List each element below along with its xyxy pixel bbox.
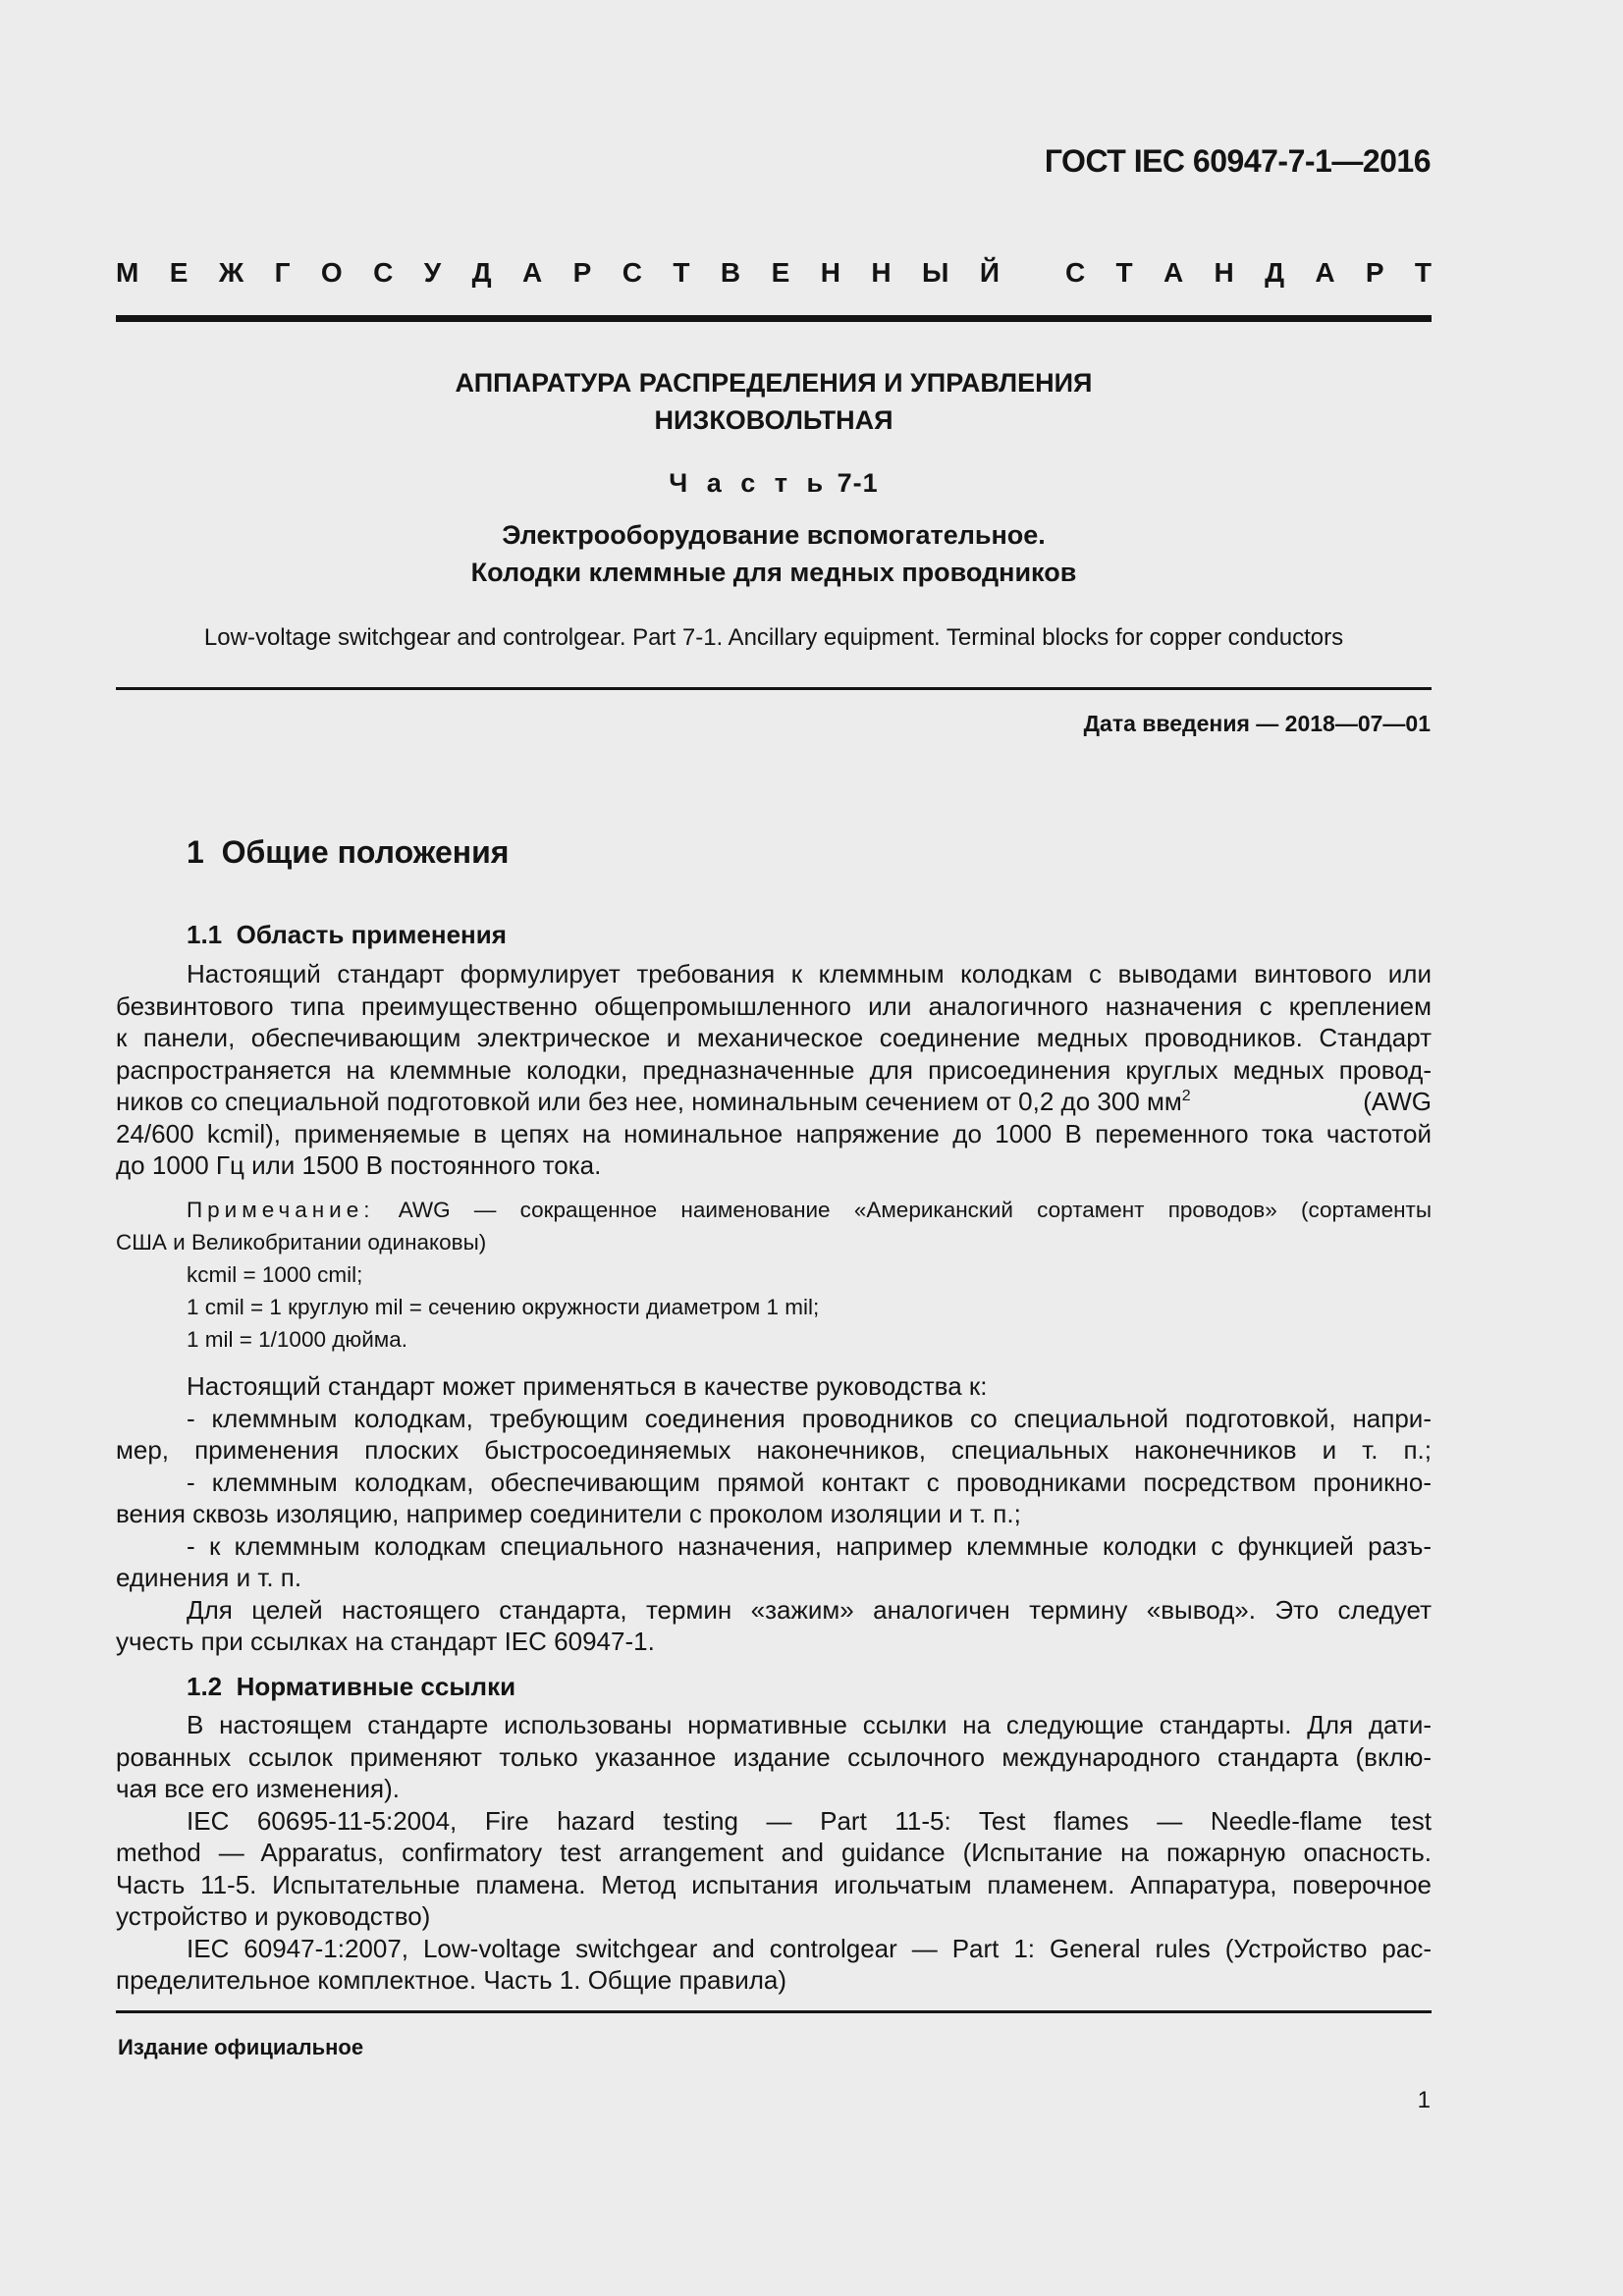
text-fragment: AWG — сокращенное наименование «Американский сортамент проводов» (сортаменты xyxy=(398,1198,1432,1222)
banner-letter: Е xyxy=(771,257,790,288)
banner-letter: Н xyxy=(871,257,892,288)
banner-letter: Й xyxy=(979,257,1000,288)
banner-letter: А xyxy=(1163,257,1184,288)
subtitle-line-1: Электрооборудование вспомогательное. xyxy=(502,520,1046,550)
text-line xyxy=(116,1086,1432,1118)
superscript: 2 xyxy=(1181,1088,1191,1104)
subtitle-line-2: Колодки клеммные для медных проводников xyxy=(470,558,1077,587)
banner-letter: Ы xyxy=(922,257,949,288)
title-rule xyxy=(116,687,1432,690)
banner-letter: У xyxy=(423,257,442,288)
text-line: распространяется на клеммные колодки, предназначенные для присоединения круглых медных провод- xyxy=(116,1054,1432,1085)
reference-line: IEC 60695-11-5:2004, Fire hazard testing — Part 11-5: Test flames — Needle-flame test xyxy=(187,1805,1432,1836)
applicability-paragraph xyxy=(116,1370,1432,1658)
page-number: 1 xyxy=(1417,2087,1431,2113)
banner-letter: Г xyxy=(274,257,291,288)
part-num: 7-1 xyxy=(837,468,879,498)
banner-letter: Е xyxy=(169,257,189,288)
banner-letter: Р xyxy=(572,257,592,288)
official-edition-label: Издание официальное xyxy=(118,2035,364,2059)
part-word: Ч а с т ь xyxy=(669,468,830,498)
text-line: чая все его изменения). xyxy=(116,1774,401,1803)
english-title: Low-voltage switchgear and controlgear. Part 7-1. Ancillary equipment. Terminal blocks for copper conductors xyxy=(203,624,1344,651)
text-line: безвинтового типа преимущественно общепромышленного или аналогичного назначения с креплением xyxy=(116,990,1432,1021)
banner-letter: А xyxy=(521,257,543,288)
banner-letter: Т xyxy=(1115,257,1133,288)
text-line: Для целей настоящего стандарта, термин «зажим» аналогичен термину «вывод». Это следует xyxy=(187,1594,1432,1625)
banner-letter: С xyxy=(373,257,394,288)
list-item-line: - клеммным колодкам, обеспечивающим прямой контакт с проводниками посредством проникно- xyxy=(187,1467,1432,1497)
list-item-line: мер, применения плоских быстросоединяемых наконечников, специальных наконечников и т. п.; xyxy=(116,1435,1432,1465)
text-line: рованных ссылок применяют только указанное издание ссылочного международного стандарта (вклю- xyxy=(116,1741,1432,1772)
subsection-heading-references: 1.2 Нормативные ссылки xyxy=(187,1672,516,1701)
references-paragraph xyxy=(116,1709,1432,1997)
text-line: kcmil = 1000 cmil; xyxy=(187,1262,363,1287)
scope-paragraph xyxy=(116,958,1432,1182)
title-line-2: НИЗКОВОЛЬТНАЯ xyxy=(654,405,893,435)
banner-letter: Н xyxy=(820,257,840,288)
header-rule xyxy=(116,315,1432,322)
interstate-standard-banner xyxy=(116,257,1432,289)
text-line: 1 mil = 1/1000 дюйма. xyxy=(187,1327,408,1352)
text-line: США и Великобритании одинаковы) xyxy=(116,1230,487,1255)
section-heading: 1 Общие положения xyxy=(187,834,510,870)
list-item-line: вения сквозь изоляцию, например соединители с проколом изоляции и т. п.; xyxy=(116,1499,1021,1528)
text-line: учесть при ссылках на стандарт IEC 60947-1. xyxy=(116,1627,655,1656)
banner-letter: Ж xyxy=(218,257,244,288)
text-fragment: ников со специальной подготовкой или без нее, номинальным сечением от 0,2 до 300 мм xyxy=(116,1087,1182,1116)
banner-letter: Д xyxy=(471,257,492,288)
text-fragment xyxy=(116,1086,1191,1118)
banner-letter: О xyxy=(320,257,343,288)
banner-letter: С xyxy=(622,257,642,288)
note-label: Примечание: xyxy=(187,1198,375,1222)
subsection-heading-scope: 1.1 Область применения xyxy=(187,920,507,949)
document-title xyxy=(116,364,1432,439)
part-number xyxy=(116,468,1432,499)
note-block xyxy=(116,1194,1432,1356)
banner-letter: Д xyxy=(1265,257,1285,288)
list-item-line: - клеммным колодкам, требующим соединения проводников со специальной подготовкой, напри- xyxy=(187,1403,1432,1433)
text-line: 1 cmil = 1 круглую mil = сечению окружности диаметром 1 mil; xyxy=(187,1295,820,1319)
banner-letter: Т xyxy=(1414,257,1432,288)
text-fragment: (AWG xyxy=(1363,1087,1432,1116)
list-item-line: - к клеммным колодкам специального назначения, например клеммные колодки с функцией разъ- xyxy=(187,1530,1432,1561)
text-line: к панели, обеспечивающим электрическое и механическое соединение медных проводников. Стандарт xyxy=(116,1023,1432,1052)
footer-rule xyxy=(116,2010,1432,2013)
list-item-line: единения и т. п. xyxy=(116,1563,302,1592)
introduction-date: Дата введения — 2018—07—01 xyxy=(1083,711,1431,736)
text-line: В настоящем стандарте использованы нормативные ссылки на следующие стандарты. Для дати- xyxy=(187,1710,1432,1739)
text-line xyxy=(116,1194,1432,1226)
document-subtitle xyxy=(116,516,1432,591)
banner-word-standard xyxy=(1065,257,1432,289)
banner-letter: Р xyxy=(1365,257,1384,288)
document-code: ГОСТ IEC 60947-7-1—2016 xyxy=(1044,143,1431,179)
text-line: Настоящий стандарт может применяться в качестве руководства к: xyxy=(187,1371,988,1401)
banner-letter: А xyxy=(1315,257,1335,288)
text-line: до 1000 Гц или 1500 В постоянного тока. xyxy=(116,1150,602,1180)
banner-letter: С xyxy=(1065,257,1086,288)
reference-line: устройство и руководство) xyxy=(116,1901,431,1931)
reference-line: пределительное комплектное. Часть 1. Общие правила) xyxy=(116,1965,787,1995)
banner-letter: М xyxy=(116,257,139,288)
text-line: 24/600 kcmil), применяемые в цепях на номинальное напряжение до 1000 В переменного тока частотой xyxy=(116,1118,1432,1148)
banner-letter: Т xyxy=(673,257,690,288)
text-line: Настоящий стандарт формулирует требования к клеммным колодкам с выводами винтового или xyxy=(187,959,1432,988)
reference-line: Часть 11-5. Испытательные пламена. Метод испытания игольчатым пламенем. Аппаратура, поверочное xyxy=(116,1869,1432,1899)
banner-letter: В xyxy=(720,257,741,288)
reference-line: method — Apparatus, confirmatory test arrangement and guidance (Испытание на пожарную опасность. xyxy=(116,1838,1432,1867)
banner-word-interstate xyxy=(116,257,1000,289)
banner-letter: Н xyxy=(1214,257,1234,288)
reference-line: IEC 60947-1:2007, Low-voltage switchgear and controlgear — Part 1: General rules (Устройство рас- xyxy=(187,1933,1432,1963)
title-line-1: АППАРАТУРА РАСПРЕДЕЛЕНИЯ И УПРАВЛЕНИЯ xyxy=(455,368,1093,398)
